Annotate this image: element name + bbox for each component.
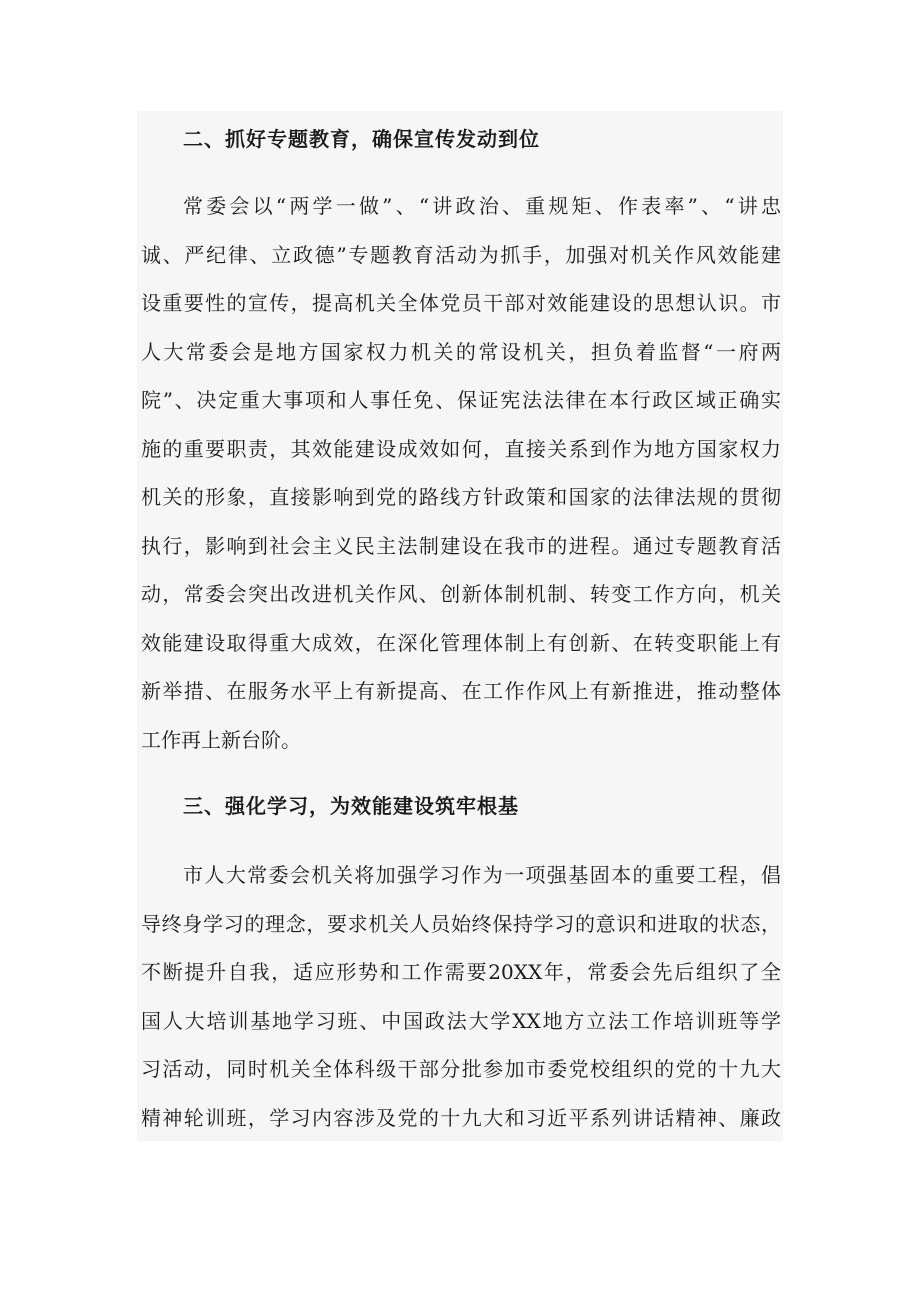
section-heading-2: 二、抓好专题教育，确保宣传发动到位 [183, 127, 540, 151]
paragraph-line: 国人大培训基地学习班、中国政法大学XX地方立法工作培训班等学 [141, 1008, 781, 1033]
section-2-paragraph [141, 182, 781, 764]
paragraph-line: 精神轮训班，学习内容涉及党的十九大和习近平系列讲话精神、廉政 [141, 1105, 781, 1130]
paragraph-line: 不断提升自我，适应形势和工作需要20XX年，常委会先后组织了全 [141, 960, 781, 984]
paragraph-line: 常委会以“两学一做”、“讲政治、重规矩、作表率”、“讲忠 [183, 194, 781, 218]
section-3-paragraph [141, 851, 781, 1142]
section-heading-3: 三、强化学习，为效能建设筑牢根基 [183, 794, 519, 818]
paragraph-line: 院”、决定重大事项和人事任免、保证宪法法律在本行政区域正确实 [141, 388, 781, 412]
paragraph-line: 习活动，同时机关全体科级干部分批参加市委党校组织的党的十九大 [141, 1057, 781, 1081]
paragraph-line: 诚、严纪律、立政德”专题教育活动为抓手，加强对机关作风效能建 [141, 242, 781, 267]
paragraph-line: 效能建设取得重大成效，在深化管理体制上有创新、在转变职能上有 [141, 630, 781, 655]
document-page [137, 111, 783, 1141]
paragraph-line: 导终身学习的理念，要求机关人员始终保持学习的意识和进取的状态， [141, 911, 781, 936]
paragraph-line: 新举措、在服务水平上有新提高、在工作作风上有新推进，推动整体 [141, 679, 781, 703]
paragraph-line: 动，常委会突出改进机关作风、创新体制机制、转变工作方向，机关 [141, 582, 781, 606]
paragraph-line: 执行，影响到社会主义民主法制建设在我市的进程。通过专题教育活 [141, 533, 781, 558]
paragraph-line: 市人大常委会机关将加强学习作为一项强基固本的重要工程，倡 [183, 863, 781, 887]
paragraph-line: 工作再上新台阶。 [141, 727, 301, 752]
paragraph-line: 施的重要职责，其效能建设成效如何，直接关系到作为地方国家权力 [141, 436, 781, 461]
paragraph-line: 机关的形象，直接影响到党的路线方针政策和国家的法律法规的贯彻 [141, 485, 781, 509]
paragraph-line: 设重要性的宣传，提高机关全体党员干部对效能建设的思想认识。市 [141, 291, 781, 315]
paragraph-line: 人大常委会是地方国家权力机关的常设机关，担负着监督“一府两 [141, 339, 781, 364]
